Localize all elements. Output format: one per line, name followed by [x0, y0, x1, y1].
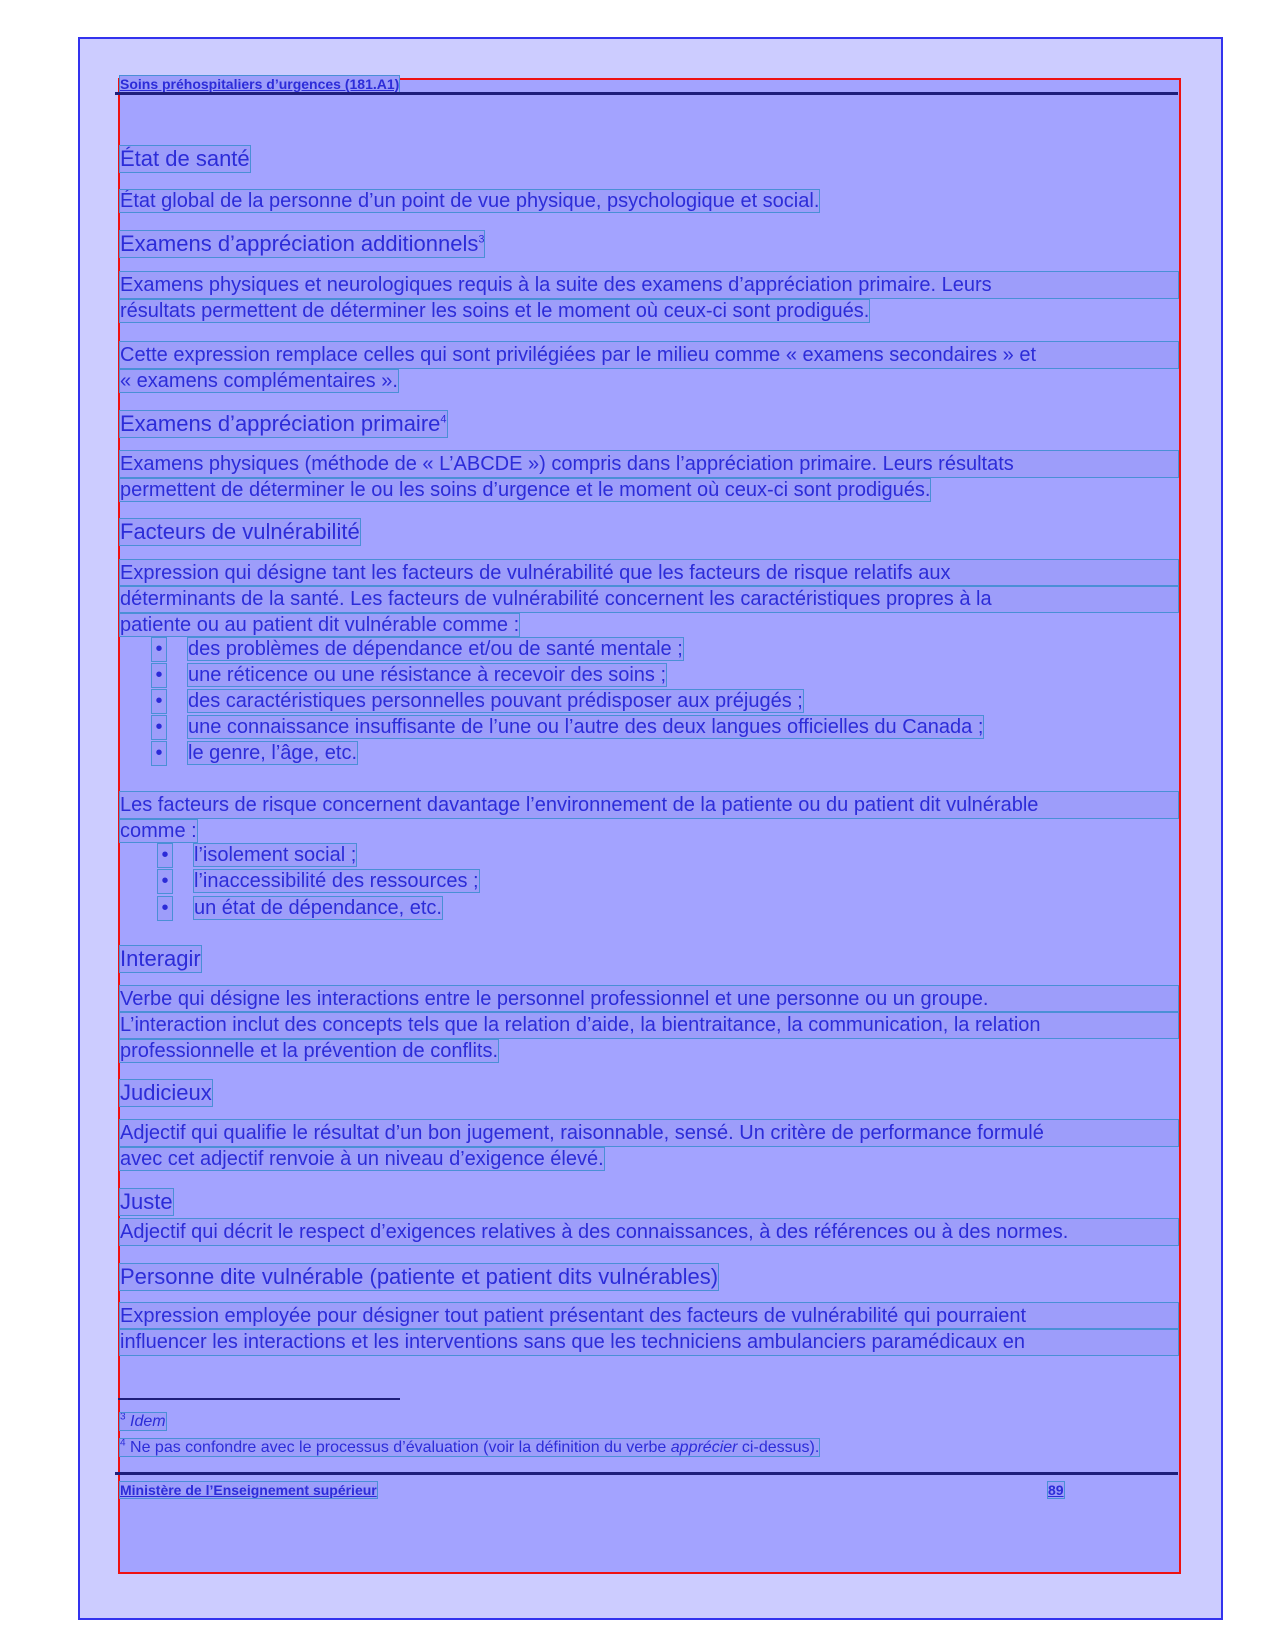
definition-text: Expression qui désigne tant les facteurs de vulnérabilité que les facteurs de risque relatifs aux déterminants de la santé. Les facteurs de vulnérabilité concernent les caractéristiques propres à la patiente ou au patient dit vulnérable comme :	[120, 560, 1178, 638]
list-item: • l’isolement social ;	[158, 844, 356, 867]
footnote: $^4$ Ne pas confondre avec le processus d’évaluation (voir la définition du verbe apprécier ci-dessus).	[120, 1438, 820, 1457]
definition-text: État global de la personne d’un point de vue physique, psychologique et social.	[120, 190, 820, 212]
term-heading: Personne dite vulnérable (patiente et patient dits vulnérables)	[120, 1264, 719, 1289]
term-heading: État de santé	[120, 146, 250, 171]
footer-publisher: Ministère de l’Enseignement supérieur	[120, 1482, 377, 1498]
footnote-ref: 4	[440, 413, 447, 426]
list-item: • une réticence ou une résistance à recevoir des soins ;	[152, 664, 666, 687]
list-item: • des caractéristiques personnelles pouvant prédisposer aux préjugés ;	[152, 690, 803, 713]
definition-text: Cette expression remplace celles qui sont privilégiées par le milieu comme « examens secondaires » et « examens complémentaires ».	[120, 342, 1178, 394]
list-item: • des problèmes de dépendance et/ou de santé mentale ;	[152, 638, 683, 661]
term-heading: Interagir	[120, 946, 201, 971]
definition-text: Examens physiques et neurologiques requis à la suite des examens d’appréciation primaire. Leurs résultats permettent de déterminer les soins et le moment où ceux-ci sont prodigués.	[120, 272, 1178, 324]
definition-text: Expression employée pour désigner tout patient présentant des facteurs de vulnérabilité qui pourraient influencer les interactions et les interventions sans que les techniciens ambulanciers paramédicaux en	[120, 1303, 1178, 1355]
term-heading: Juste	[120, 1189, 173, 1214]
list-item: • l’inaccessibilité des ressources ;	[158, 870, 479, 893]
header-rule	[115, 92, 1178, 95]
definition-text: Adjectif qui décrit le respect d’exigences relatives à des connaissances, à des références ou à des normes.	[120, 1219, 1178, 1245]
footnote-ref: 3	[478, 233, 485, 246]
list-item: • un état de dépendance, etc.	[158, 897, 442, 920]
footnote: $^3$ Idem	[120, 1412, 166, 1431]
list-item: • une connaissance insuffisante de l’une ou l’autre des deux langues officielles du Canada ;	[152, 716, 983, 739]
term-heading: Judicieux	[120, 1080, 212, 1105]
term-heading: Examens d’appréciation additionnels$^3$	[120, 231, 485, 256]
page-number: 89	[1048, 1482, 1064, 1498]
term-heading: Facteurs de vulnérabilité	[120, 519, 360, 544]
term-heading: Examens d’appréciation primaire$^4$	[120, 411, 447, 436]
running-header: Soins préhospitaliers d’urgences (181.A1)	[120, 76, 400, 92]
definition-text: Examens physiques (méthode de « L’ABCDE ») compris dans l’appréciation primaire. Leurs résultats permettent de déterminer le ou les soins d’urgence et le moment où ceux-ci sont prodigués.	[120, 451, 1178, 503]
definition-text: Adjectif qui qualifie le résultat d’un bon jugement, raisonnable, sensé. Un critère de performance formulé avec cet adjectif renvoie à un niveau d’exigence élevé.	[120, 1120, 1178, 1172]
footer-rule	[115, 1472, 1178, 1475]
footnote-separator	[118, 1398, 400, 1400]
definition-text: Verbe qui désigne les interactions entre le personnel professionnel et une personne ou un groupe. L’interaction inclut des concepts tels que la relation d’aide, la bientraitance, la communication, la relation professionnelle et la prévention de conflits.	[120, 986, 1178, 1064]
list-item: • le genre, l’âge, etc.	[152, 742, 357, 765]
definition-text: Les facteurs de risque concernent davantage l’environnement de la patiente ou du patient dit vulnérable comme :	[120, 792, 1178, 844]
